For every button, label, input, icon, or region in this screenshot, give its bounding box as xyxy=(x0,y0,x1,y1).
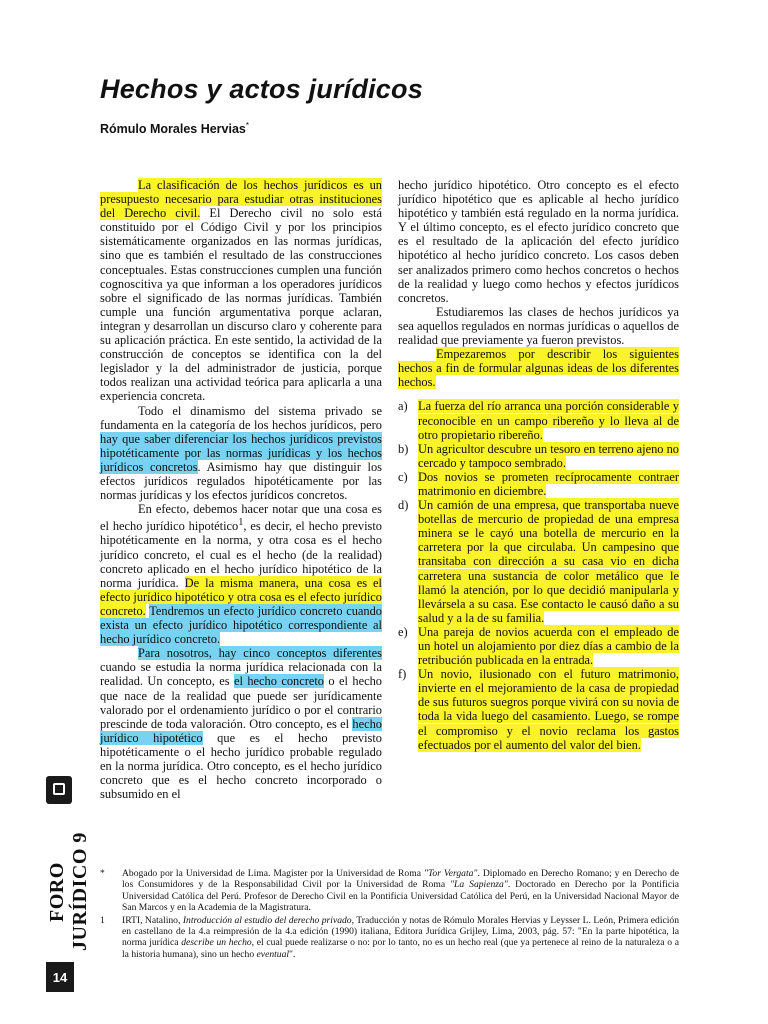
article-title: Hechos y actos jurídicos xyxy=(100,74,423,104)
list-label: f) xyxy=(398,667,407,682)
footnote-1 xyxy=(100,915,679,961)
list-label: e) xyxy=(398,624,408,639)
highlight-blue: Tendremos un efecto jurídico concreto cuando exista un efecto jurídico hipotético correspondiente al hecho jurídico concreto. xyxy=(100,603,382,647)
paragraph-concepts xyxy=(100,646,382,801)
list-item xyxy=(398,498,679,625)
footnote-segment: . Doctorado en Derecho por la Pontificia Universidad Católica del Perú. Profesor de Derecho Civil en la Pontificia Universidad Católica del Perú, en la Universidad Nacional Mayor de San Marcos y en la Academia de la Magistratura. xyxy=(122,879,680,914)
highlight-yellow: Dos novios se prometen recíprocamente contraer matrimonio en diciembre. xyxy=(418,469,679,498)
list-item xyxy=(398,470,679,498)
paragraph-text: En efecto, debemos hacer notar que una cosa es el hecho jurídico hipotético xyxy=(100,502,382,534)
highlight-blue: Para nosotros, hay cinco conceptos diferentes xyxy=(138,646,382,661)
journal-logo-icon xyxy=(46,776,72,804)
author-footnote-mark: * xyxy=(245,121,250,130)
highlight-yellow: Un camión de una empresa, que transportaba nueve botellas de mercurio de propiedad de una empresa minera se le cayó una botella de mercurio en la carretera por la que circulaba. Un campesino que transitaba con dirección a su casa vio en dicha carretera una sustancia de color metálico que le llamó la atención, por lo que decidió manipularla y llevársela a su casa. Ese contacto le causó daño a su salud y a la de su familia. xyxy=(418,498,679,625)
footnote-segment: Abogado por la Universidad de Lima. Magister por la Universidad de Roma xyxy=(122,868,424,879)
list-text xyxy=(418,442,679,470)
footnote-segment: , Traducción y notas de Rómulo Morales Hervias y Leysser L. León, Primera edición en castellano de la 4.a reimpresión de la 4.a edición (1990) italiana, Editora Jurídica Grijley, Lima, 2003, pág. 57: "En la parte hipotética, la norma jurídica xyxy=(122,914,679,949)
list-label: b) xyxy=(398,441,409,456)
footnote-segment: , el cual puede realizarse o no: por lo tanto, no es un hecho real (que ya pertenece al reino de la naturaleza o a la historia humana), sino un hecho xyxy=(122,937,679,960)
footnote-mark: 1 xyxy=(100,914,105,926)
list-item xyxy=(398,442,679,470)
highlight-yellow: De la misma manera, una cosa es el efecto jurídico hipotético y otra cosa es el efecto jurídico concreto. xyxy=(100,575,382,618)
footnote-italic: eventual xyxy=(256,948,290,960)
footnote-italic: Introducción al estudio del derecho privado xyxy=(182,914,352,926)
footnote-author xyxy=(100,868,679,914)
highlight-blue: el hecho concreto xyxy=(233,674,324,689)
highlight-yellow: Una pareja de novios acuerda con el empleado de un hotel un alojamiento por diez días a cambio de la retribución publicada en la entrada. xyxy=(418,624,679,668)
highlight-yellow: Empezaremos por describir los siguientes hechos a fin de formular algunas ideas de los diferentes hechos. xyxy=(398,347,679,390)
footnote-segment: IRTI, Natalino, xyxy=(122,914,183,926)
example-list xyxy=(398,399,679,751)
list-item xyxy=(398,625,679,667)
footnote-ref[interactable]: 1 xyxy=(238,517,244,529)
paragraph-text: , es decir, el hecho previsto hipotéticamente en la norma, y otra cosa es el hecho jurídico concreto, el cual es el hecho (de la realidad) concreto aplicado en el hecho jurídico hipotético de la norma jurídica. xyxy=(100,519,382,590)
list-text xyxy=(418,625,679,667)
list-item xyxy=(398,667,679,752)
list-item xyxy=(398,399,679,441)
author-name xyxy=(100,121,249,136)
paragraph-text: cuando se estudia la norma jurídica relacionada con la realidad. Un concepto, es xyxy=(100,660,382,689)
footnote-segment: . Diplomado en Derecho Romano; y en Derecho de los Consumidores y de la Responsabilidad Civil por la Universidad de Roma xyxy=(122,868,679,891)
highlight-blue: hay que saber diferenciar los hechos jurídicos previstos hipotéticamente por las normas jurídicas y los hechos jurídicos concretos xyxy=(100,431,382,474)
footnotes xyxy=(100,868,679,961)
right-column xyxy=(398,178,679,752)
paragraph-intro xyxy=(100,178,382,404)
paragraph-study: Estudiaremos las clases de hechos jurídicos ya sea aquellos regulados en normas jurídicas o aquellos de realidad que previamente ya fueron previstos. xyxy=(398,304,679,348)
page-number: 14 xyxy=(46,962,74,992)
list-text xyxy=(418,498,679,625)
highlight-yellow: Un novio, ilusionado con el futuro matrimonio, invierte en el mejoramiento de la casa de propiedad de sus futuros suegros porque vivirá con su novia de toda la vida luego del casamiento. Luego, se rompe el compromiso y el novio reclama los gastos efectuados por el aumento del valor del bien. xyxy=(418,667,679,752)
paragraph-text: . Asimismo hay que distinguir los efectos jurídicos regulados hipotéticamente por las normas jurídicas y los efectos jurídicos concretos. xyxy=(100,459,382,503)
list-text xyxy=(418,470,679,498)
list-label: a) xyxy=(398,399,408,414)
paragraph-dynamism xyxy=(100,404,382,503)
footnote-segment: ". xyxy=(289,948,296,960)
paragraph-text: o el hecho que nace de la realidad que puede ser jurídicamente valorado por el ordenamiento jurídico o por el contrario prescinde de toda valoración. Otro concepto, es el xyxy=(100,674,382,731)
highlight-yellow: La clasificación de los hechos jurídicos es un presupuesto necesario para estudiar otras instituciones del Derecho civil. xyxy=(100,178,382,221)
footnote-text xyxy=(122,868,679,914)
footnote-text xyxy=(122,915,679,961)
footnote-italic: "La Sapienza" xyxy=(450,879,508,891)
journal-name: FORO JURÍDICO 9 xyxy=(46,832,91,952)
list-text xyxy=(418,667,679,752)
footnote-mark: * xyxy=(100,868,105,879)
paragraph-text: Todo el dinamismo del sistema privado se fundamenta en la categoría de los hechos jurídicos, pero xyxy=(100,403,382,432)
paragraph-text: El Derecho civil no solo está constituido por el Código Civil y por los principios sistemáticamente organizados en las normas jurídicas, sino que es también el resultado de las construcciones conceptuales. Estas construcciones cumplen una función cognoscitiva ya que informan a los operadores jurídicos sobre el significado de las normas jurídicas. También cumple una función argumentativa porque aclaran, integran y desarrollan un discurso claro y coherente para su aplicación práctica. En este sentido, la actividad de la construcción de conceptos se identifica con la del legislador y la del administrador de justicia, porque todos realizan una actividad teórica para aplicarla a una experiencia concreta. xyxy=(100,206,382,404)
footnote-italic: describe un hecho xyxy=(181,937,252,949)
paragraph-effect xyxy=(100,502,382,646)
list-text xyxy=(418,399,679,441)
paragraph-text: que es el hecho previsto hipotéticamente o el hecho jurídico probable regulado en la norma jurídica. Otro concepto, es el hecho jurídico concreto que es el hecho concreto incorporado o subsumido en el xyxy=(100,730,382,802)
left-column xyxy=(100,178,382,801)
author-name-text: Rómulo Morales Hervias xyxy=(100,122,246,137)
list-label: c) xyxy=(398,469,408,484)
highlight-blue: hecho jurídico hipotético xyxy=(100,716,382,745)
journal-sidebar xyxy=(44,776,91,1016)
highlight-yellow: La fuerza del río arranca una porción considerable y reconocible en un campo ribereño y lo lleva al de otro propietario ribereño. xyxy=(418,399,679,442)
list-label: d) xyxy=(398,498,409,513)
paragraph-continued: hecho jurídico hipotético. Otro concepto es el efecto jurídico hipotético que es aplicable al hecho jurídico hipotético y también está regulado en la norma jurídica. Y el último concepto, es el efecto jurídico concreto que es el resultado de la aplicación del efecto jurídico hipotético al hecho jurídico concreto. Los casos deben ser analizados primero como hechos concretos o hechos de la realidad y luego como hechos y efectos jurídicos concretos. xyxy=(398,178,679,305)
highlight-yellow: Un agricultor descubre un tesoro en terreno ajeno no cercado y tampoco sembrado. xyxy=(418,441,679,470)
footnote-italic: "Tor Vergata" xyxy=(423,868,478,879)
paragraph-examples-intro xyxy=(398,347,679,389)
